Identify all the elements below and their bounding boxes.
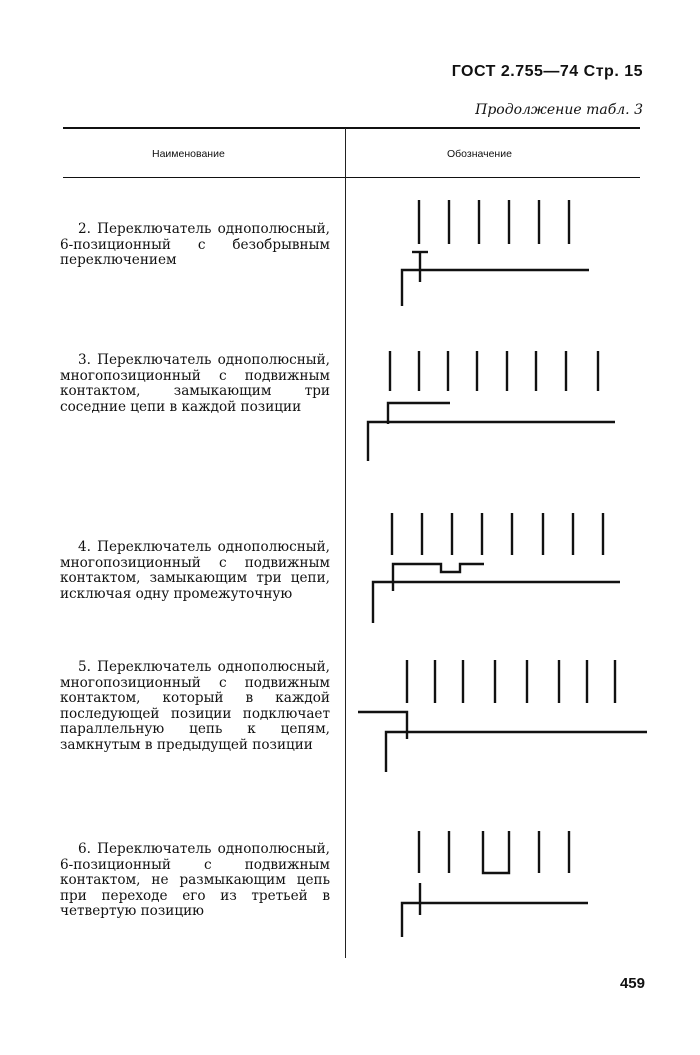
table-top-rule: [63, 127, 640, 129]
page-header-reference: ГОСТ 2.755—74 Стр. 15: [451, 63, 643, 80]
table-continuation-label: Продолжение табл. 3: [475, 102, 643, 118]
switch-no-break-6pos-symbol: [350, 192, 610, 314]
switch-three-adjacent-symbol: [350, 345, 630, 465]
column-separator: [345, 128, 346, 958]
column-header-symbol: Обозначение: [447, 148, 512, 160]
switch-three-skip-one-symbol: [350, 508, 630, 628]
page-number: 459: [619, 975, 645, 992]
row-5-description: 5. Переключатель однополюсный, многопозиционный с подвижным контактом, который в каждой последующей позиции подключает параллельную цепь к цепям, замкнутым в предыдущей позиции: [60, 659, 330, 753]
column-header-name: Наименование: [152, 148, 225, 160]
table-header-rule: [63, 177, 640, 178]
row-2-description: 2. Переключатель однополюсный, 6-позиционный с безобрывным переключением: [60, 221, 330, 268]
row-3-description: 3. Переключатель однополюсный, многопозиционный с подвижным контактом, замыкающим три соседние цепи в каждой позиции: [60, 352, 330, 415]
row-4-description: 4. Переключатель однополюсный, многопозиционный с подвижным контактом, замыкающим три цепи, исключая одну промежуточную: [60, 539, 330, 602]
row-6-description: 6. Переключатель однополюсный, 6-позиционный с подвижным контактом, не размыкающим цепь при переходе его из третьей в четвертую позицию: [60, 841, 330, 919]
switch-no-open-3-4-symbol: [350, 823, 610, 943]
switch-parallel-add-symbol: [350, 652, 650, 774]
